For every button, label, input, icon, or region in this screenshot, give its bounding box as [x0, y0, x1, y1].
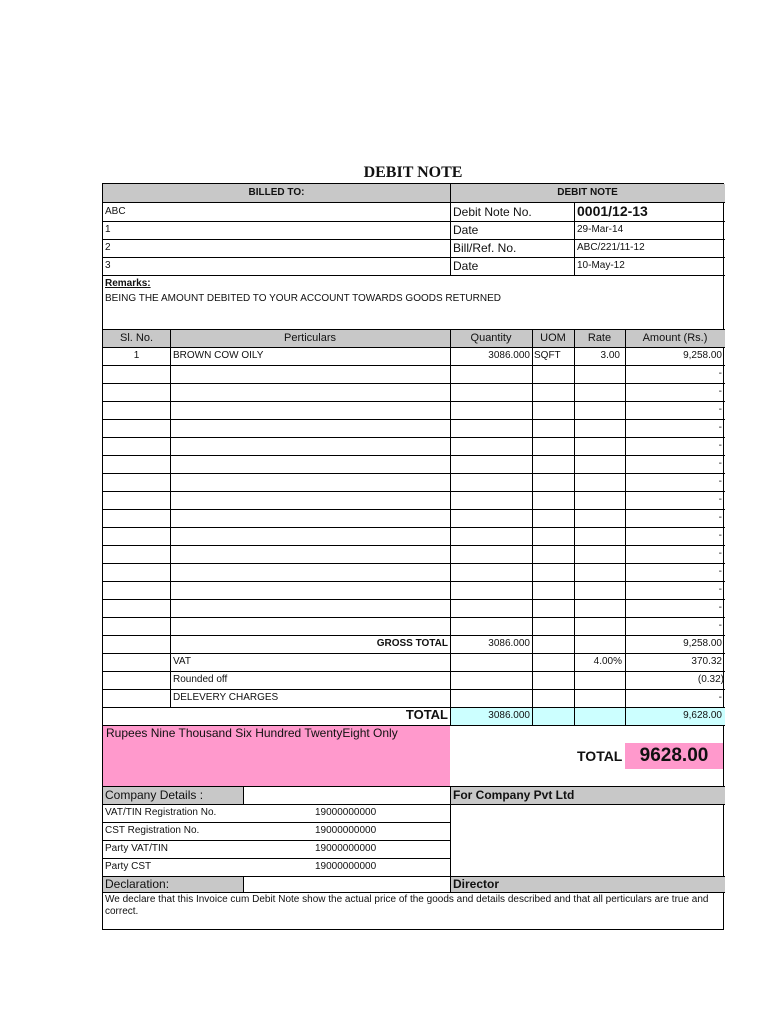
col-header-amount: Amount (Rs.) — [642, 332, 708, 344]
delivery-charges-label: DELEVERY CHARGES — [173, 692, 279, 703]
gross-total-amount: 9,258.00 — [683, 638, 722, 649]
table-cell-sl: 1 — [133, 350, 140, 361]
table-cell-amount: - — [718, 440, 722, 451]
director-label: Director — [453, 877, 500, 891]
bill-ref-value: ABC/221/11-12 — [577, 242, 645, 253]
party-cst-label: Party CST — [105, 861, 152, 872]
vat-amount: 370.32 — [691, 656, 722, 667]
party-vat-value: 19000000000 — [315, 843, 377, 854]
debit-date-label: Date — [453, 223, 479, 237]
party-cst-value: 19000000000 — [315, 861, 377, 872]
vat-rate: 4.00% — [593, 656, 622, 667]
billed-to-line: 3 — [105, 260, 111, 271]
table-cell-amount: - — [718, 368, 722, 379]
billed-to-header: BILLED TO: — [248, 187, 305, 198]
declaration-text: We declare that this Invoice cum Debit Note show the actual price of the goods and details described and that all perticulars are true and correct. — [105, 894, 709, 917]
bill-ref-label: Bill/Ref. No. — [453, 241, 517, 255]
document-title: DEBIT NOTE — [363, 164, 463, 181]
rounded-off-label: Rounded off — [173, 674, 228, 685]
total-uom-bg — [532, 707, 574, 725]
table-cell-amount: - — [718, 476, 722, 487]
total-rate-bg — [574, 707, 625, 725]
col-header-particulars: Perticulars — [284, 332, 336, 344]
rounded-off-amount: (0.32) — [697, 674, 724, 685]
table-cell-amount: - — [718, 530, 722, 541]
for-company-label: For Company Pvt Ltd — [453, 788, 575, 802]
table-cell-amount: - — [718, 494, 722, 505]
table-cell-rate: 3.00 — [600, 350, 620, 361]
company-details-header: Company Details : — [105, 788, 204, 802]
total-label: TOTAL — [405, 707, 448, 722]
billed-to-line: ABC — [105, 206, 126, 217]
total-amount: 9,628.00 — [683, 710, 722, 721]
debit-note-sheet — [102, 183, 724, 930]
cst-reg-label: CST Registration No. — [105, 825, 200, 836]
grand-total-label: TOTAL — [577, 748, 623, 764]
declaration-header: Declaration: — [105, 877, 170, 891]
debit-note-header: DEBIT NOTE — [557, 187, 618, 198]
bill-date-value: 10-May-12 — [577, 260, 625, 271]
col-header-uom: UOM — [540, 332, 566, 344]
table-cell-quantity: 3086.000 — [488, 350, 530, 361]
vat-tin-value: 19000000000 — [315, 807, 377, 818]
col-header-sl: Sl. No. — [119, 332, 153, 344]
table-cell-particulars: BROWN COW OILY — [173, 350, 264, 361]
amount-in-words: Rupees Nine Thousand Six Hundred TwentyEight Only — [106, 726, 398, 740]
billed-to-line: 1 — [105, 224, 111, 235]
remarks-text: BEING THE AMOUNT DEBITED TO YOUR ACCOUNT TOWARDS GOODS RETURNED — [105, 293, 501, 304]
debit-note-no-value: 0001/12-13 — [577, 203, 648, 219]
table-cell-amount: - — [718, 566, 722, 577]
table-cell-amount: - — [718, 620, 722, 631]
gross-total-label: GROSS TOTAL — [376, 638, 448, 649]
col-header-rate: Rate — [587, 332, 612, 344]
table-cell-amount: - — [718, 404, 722, 415]
cst-reg-value: 19000000000 — [315, 825, 377, 836]
gross-total-quantity: 3086.000 — [488, 638, 530, 649]
table-cell-uom: SQFT — [534, 350, 561, 361]
delivery-charges-amount: - — [718, 692, 722, 703]
table-cell-amount: - — [718, 584, 722, 595]
table-cell-amount: - — [718, 422, 722, 433]
bill-date-label: Date — [453, 259, 479, 273]
table-cell-amount: - — [718, 602, 722, 613]
table-cell-amount: 9,258.00 — [683, 350, 722, 361]
col-header-quantity: Quantity — [470, 332, 512, 344]
party-vat-label: Party VAT/TIN — [105, 843, 168, 854]
grand-total-value: 9628.00 — [639, 745, 709, 766]
table-cell-amount: - — [718, 548, 722, 559]
vat-label: VAT — [173, 656, 191, 667]
table-cell-amount: - — [718, 512, 722, 523]
vat-tin-label: VAT/TIN Registration No. — [105, 807, 217, 818]
total-quantity: 3086.000 — [488, 710, 530, 721]
table-cell-amount: - — [718, 458, 722, 469]
remarks-label: Remarks: — [105, 278, 151, 289]
debit-date-value: 29-Mar-14 — [577, 224, 624, 235]
debit-note-no-label: Debit Note No. — [453, 205, 532, 219]
table-cell-amount: - — [718, 386, 722, 397]
billed-to-line: 2 — [105, 242, 111, 253]
